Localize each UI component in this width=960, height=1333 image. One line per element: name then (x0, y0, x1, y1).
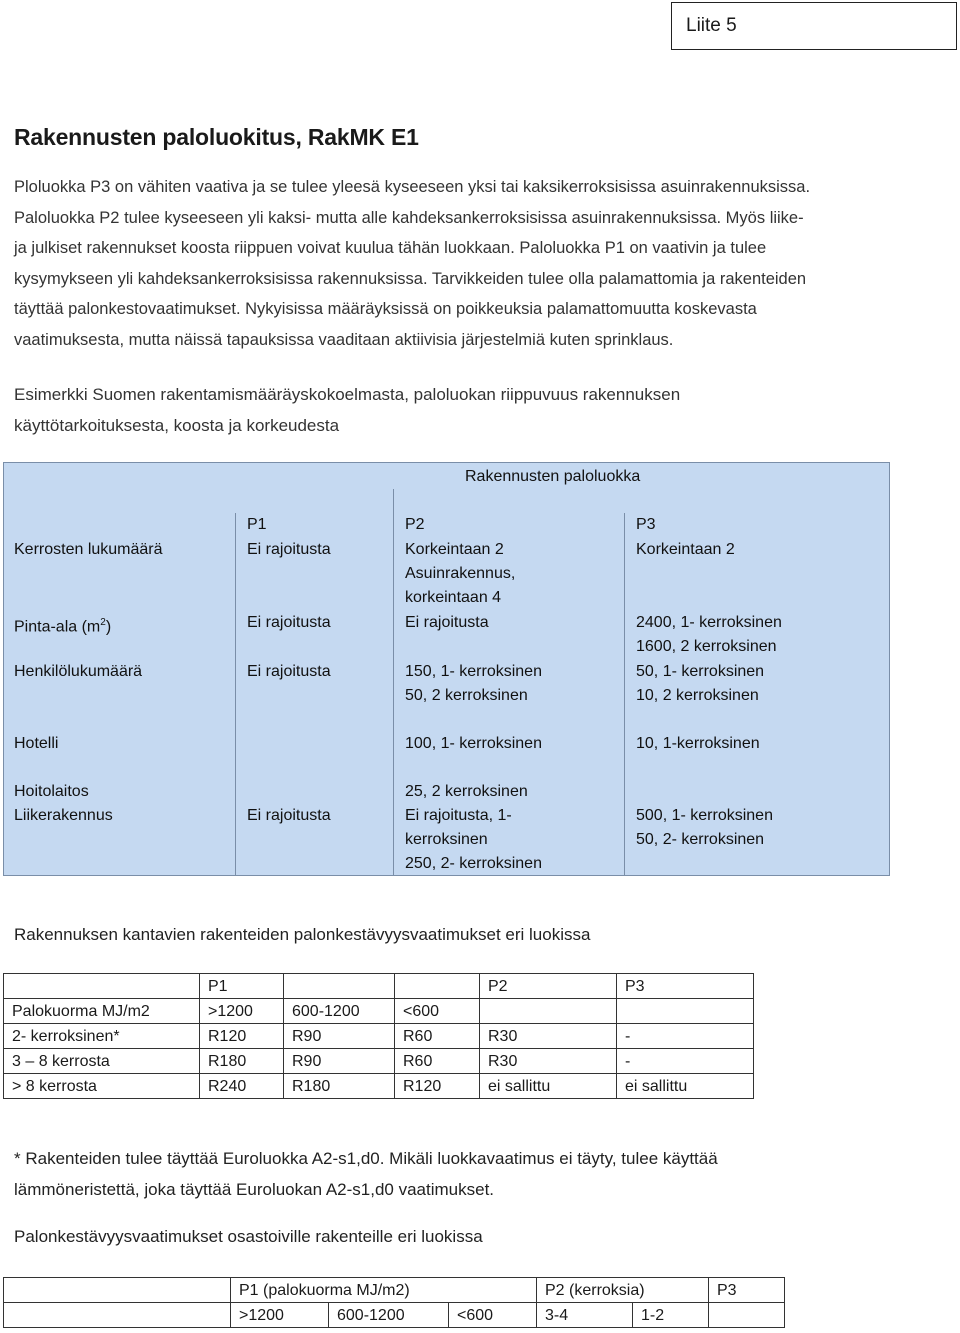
cell-value: 25, 2 kerroksinen (405, 783, 528, 800)
fire-class-table (3, 462, 890, 876)
example-line: käyttötarkoituksesta, koosta ja korkeudesta (14, 415, 340, 435)
cell-value: Ei rajoitusta, 1- kerroksinen 250, 2- kerroksinen (405, 807, 542, 872)
cell-value: Ei rajoitusta (247, 663, 331, 680)
intro-line: täyttää palonkestovaatimukset. Nykyisissa määräyksissä on poikkeuksia palamattomuutta koskevasta (14, 300, 757, 318)
footnote-line: * Rakenteiden tulee täyttää Euroluokka A2-s1,d0. Mikäli luokkavaatimus ei täyty, tulee käyttää (14, 1149, 718, 1168)
table-row: Palokuorma MJ/m2 >1200 600-1200 <600 (4, 999, 754, 1024)
cell-value: Ei rajoitusta (247, 807, 331, 824)
class-p3-header: P3 (636, 516, 656, 533)
intro-line: ja julkiset rakennukset koosta riippuen voivat kuulua tähän luokkaan. Paloluokka P1 on vaativin ja tulee (14, 239, 767, 257)
class-p1-header: P1 (247, 516, 267, 533)
cell-value: 10, 1-kerroksinen (636, 735, 760, 752)
cell-value: 100, 1- kerroksinen (405, 735, 542, 752)
row-label: Pinta-ala $(m^2)$ (14, 617, 112, 636)
cell-value: Korkeintaan 2 Asuinrakennus, korkeintaan 4 (405, 541, 516, 606)
cell-value: 2400, 1- kerroksinen 1600, 2 kerroksinen (636, 614, 782, 655)
table-row: P1 P2 P3 (4, 974, 754, 999)
intro-line: kysymykseen yli kahdeksankerroksisissa rakennuksissa. Tarvikkeiden tulee olla palamattomia ja rakenteiden (14, 269, 807, 288)
example-line: Esimerkki Suomen rakentamismääräyskokoelmasta, paloluokan riippuvuus rakennuksen (14, 385, 681, 404)
cell-value: Ei rajoitusta (247, 541, 331, 558)
table-row: > 8 kerrosta R240 R180 R120 ei sallittu ei sallittu (4, 1074, 754, 1099)
compartment-table (3, 1277, 785, 1328)
cell-value: 500, 1- kerroksinen 50, 2- kerroksinen (636, 807, 773, 848)
intro-line: Ploluokka P3 on vähiten vaativa ja se tulee yleesä kyseeseen yksi tai kaksikerroksisissa asuinrakennuksissa. (14, 178, 811, 196)
load-bearing-table (3, 973, 754, 1099)
row-label: Kerrosten lukumäärä (14, 541, 163, 558)
row-label: Liikerakennus (14, 807, 113, 824)
table1-header: Rakennusten paloluokka (465, 468, 641, 485)
page-title: Rakennusten paloluokitus, RakMK E1 (14, 124, 419, 150)
cell-value: Ei rajoitusta (405, 614, 489, 631)
section2-title: Rakennuksen kantavien rakenteiden palonkestävyysvaatimukset eri luokissa (14, 925, 591, 944)
cell-value: 150, 1- kerroksinen 50, 2 kerroksinen (405, 663, 542, 704)
intro-line: vaatimuksesta, mutta näissä tapauksissa vaaditaan aktiivisia järjestelmiä kuten sprinklaus. (14, 330, 674, 349)
table-row: P1 (palokuorma MJ/m2) P2 (kerroksia) P3 (4, 1278, 785, 1303)
row-label: Henkilölukumäärä (14, 663, 143, 680)
section3-title: Palonkestävyysvaatimukset osastoiville rakenteille eri luokissa (14, 1227, 483, 1246)
row-label: Hotelli (14, 735, 59, 752)
row-label: Hoitolaitos (14, 783, 89, 800)
appendix-label: Liite 5 (671, 2, 957, 50)
table-row: 2- kerroksinen* R120 R90 R60 R30 - (4, 1024, 754, 1049)
table-row: >1200 600-1200 <600 3-4 1-2 (4, 1303, 785, 1328)
cell-value: 50, 1- kerroksinen 10, 2 kerroksinen (636, 663, 765, 704)
footnote (14, 1144, 958, 1205)
class-p2-header: P2 (405, 516, 425, 533)
example-paragraph (14, 380, 958, 441)
table-row: 3 – 8 kerrosta R180 R90 R60 R30 - (4, 1049, 754, 1074)
cell-value: Ei rajoitusta (247, 614, 331, 631)
footnote-line: lämmöneristettä, joka täyttää Euroluokan A2-s1,d0 vaatimukset. (14, 1179, 495, 1199)
intro-paragraph (14, 172, 958, 355)
intro-line: Paloluokka P2 tulee kyseeseen yli kaksi- mutta alle kahdeksankerroksisissa asuinrakennuksissa. Myös liike- (14, 208, 804, 227)
cell-value: Korkeintaan 2 (636, 541, 735, 558)
